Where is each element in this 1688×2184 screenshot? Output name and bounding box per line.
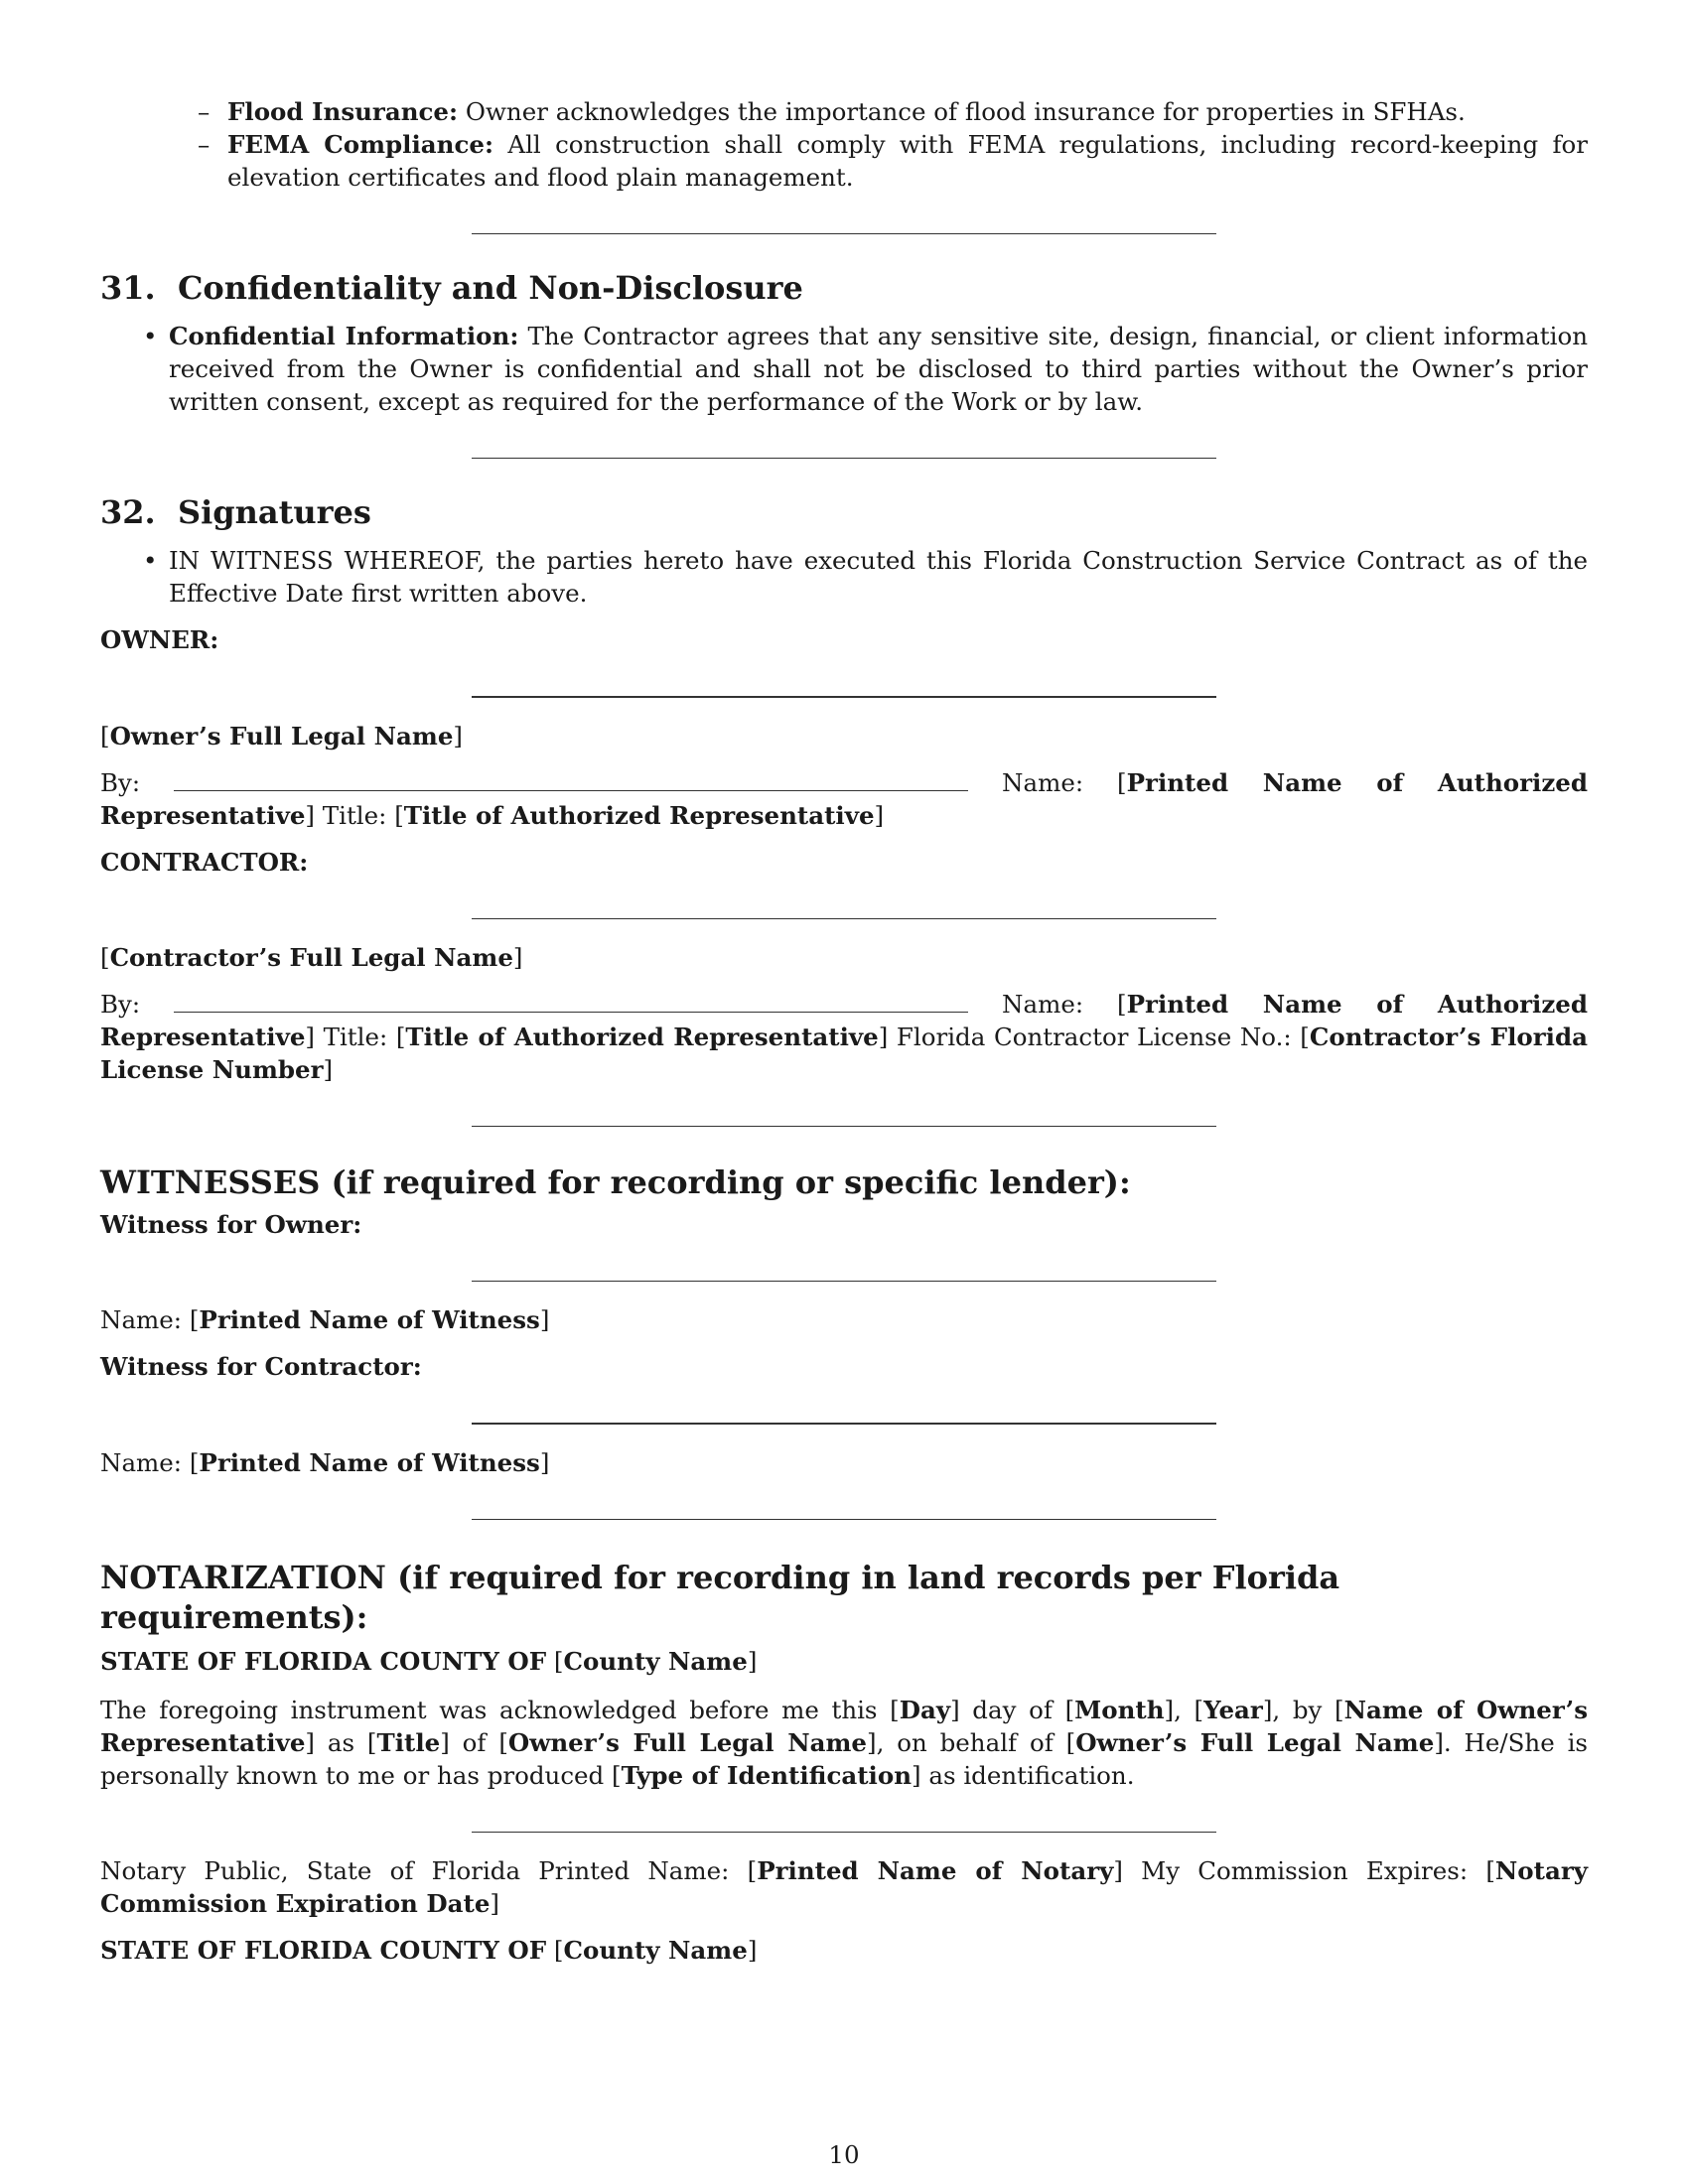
flood-sublist bbox=[100, 95, 1588, 194]
contractor-by-line bbox=[174, 990, 968, 1013]
witness-owner-name: Name: [Printed Name of Witness] bbox=[100, 1305, 550, 1334]
contractor-legal-name: [Contractor’s Full Legal Name] bbox=[100, 943, 523, 972]
contractor-signature-block: By: Name: [Printed Name of Authorized Representative] Title: [Title of Authorized Representative] Florida Contractor License No.: [Contractor’s Florida License Number] bbox=[100, 990, 1588, 1084]
owner-signature-line bbox=[472, 696, 1216, 698]
section-32-heading: 32. Signatures bbox=[100, 493, 371, 531]
contractor-heading: CONTRACTOR: bbox=[100, 848, 309, 877]
fema-compliance-item bbox=[227, 128, 1588, 194]
witness-contractor-name: Name: [Printed Name of Witness] bbox=[100, 1448, 550, 1477]
section-31-list bbox=[100, 320, 1588, 418]
flood-insurance-item bbox=[227, 95, 1588, 128]
flood-insurance-text: Owner acknowledges the importance of flood insurance for properties in SFHAs. bbox=[458, 97, 1466, 126]
section-32-list bbox=[100, 544, 1588, 610]
witness-owner-label: Witness for Owner: bbox=[100, 1210, 362, 1239]
fema-compliance-text: All construction shall comply with FEMA regulations, including record-keeping for elevation certificates and flood plain management. bbox=[227, 130, 1588, 192]
section-divider bbox=[472, 233, 1216, 234]
confidential-information-label: Confidential Information: bbox=[169, 322, 519, 350]
witness-whereof-item: • IN WITNESS WHEREOF, the parties hereto have executed this Florida Construction Service Contract as of the Effective Date first written above. bbox=[169, 544, 1588, 610]
notary-acknowledgment: The foregoing instrument was acknowledged before me this [Day] day of [Month], [Year], by [Name of Owner’s Representative] as [Title] of [Owner’s Full Legal Name], on behalf of [Owner’s Full Legal Name]. He/She is personally known to me or has produced [Type of Identification] as identification. bbox=[100, 1696, 1589, 1790]
contractor-signature-line bbox=[472, 918, 1216, 919]
section-31-heading: 31. Confidentiality and Non-Disclosure bbox=[100, 269, 803, 307]
owner-by-line bbox=[174, 768, 968, 791]
confidential-information-item bbox=[169, 320, 1588, 418]
confidential-information-text: The Contractor agrees that any sensitive site, design, financial, or client information received from the Owner is confidential and shall not be disclosed to third parties without the Owner’s prior written consent, except as required for the performance of the Work or by law. bbox=[169, 322, 1589, 416]
witness-contractor-label: Witness for Contractor: bbox=[100, 1352, 422, 1381]
section-divider bbox=[472, 458, 1216, 459]
witness-contractor-signature-line bbox=[472, 1423, 1216, 1425]
fema-compliance-label: FEMA Compliance: bbox=[227, 130, 494, 159]
flood-insurance-label: Flood Insurance: bbox=[227, 97, 459, 126]
owner-signature-block: By: Name: [Printed Name of Authorized Representative] Title: [Title of Authorized Representative] bbox=[100, 768, 1588, 830]
section-divider bbox=[472, 1126, 1216, 1127]
section-divider bbox=[472, 1519, 1216, 1520]
page-number: 10 bbox=[828, 2140, 860, 2169]
notary-signature-line bbox=[472, 1832, 1216, 1833]
notary-state-county: STATE OF FLORIDA COUNTY OF [County Name] bbox=[100, 1647, 758, 1676]
owner-legal-name: [Owner’s Full Legal Name] bbox=[100, 722, 463, 751]
notarization-heading: NOTARIZATION (if required for recording in land records per Florida requirements): bbox=[100, 1559, 1340, 1636]
witnesses-heading: WITNESSES (if required for recording or specific lender): bbox=[100, 1163, 1131, 1201]
document-page bbox=[100, 95, 1588, 1967]
owner-heading: OWNER: bbox=[100, 625, 219, 654]
notary-signature-block: Notary Public, State of Florida Printed Name: [Printed Name of Notary] My Commission Expires: [Notary Commission Expiration Date] bbox=[100, 1856, 1588, 1918]
witness-owner-signature-line bbox=[472, 1281, 1216, 1282]
notary-state-county-2: STATE OF FLORIDA COUNTY OF [County Name] bbox=[100, 1936, 758, 1965]
